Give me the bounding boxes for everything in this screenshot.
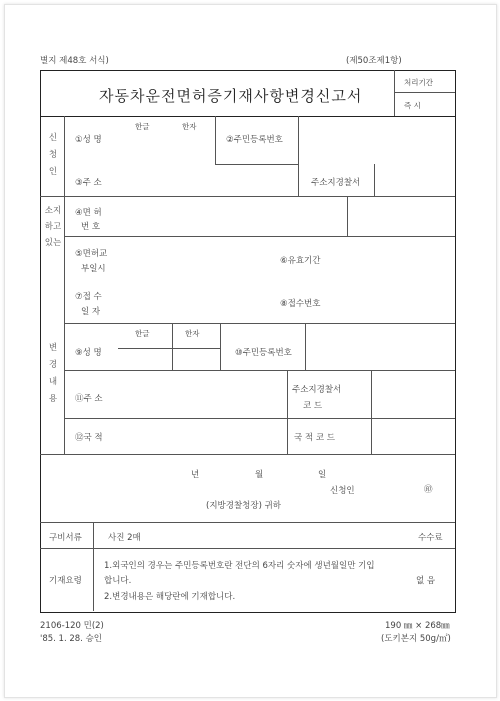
instruction-line-2: 합니다. bbox=[104, 576, 132, 586]
addressee: (지방경찰청장) 귀하 bbox=[206, 501, 282, 511]
date-day-label: 일 bbox=[318, 470, 327, 480]
changes-jurisdiction-label-line1: 주소지경찰서 bbox=[292, 385, 342, 395]
applicant-hangul-label: 한글 bbox=[135, 122, 150, 131]
paper-type: (도키본지 50g/㎡) bbox=[381, 634, 451, 644]
applicant-signature-label: 신청인 bbox=[330, 486, 355, 496]
processing-period-label: 처리기간 bbox=[404, 78, 433, 87]
fee-value: 없 음 bbox=[416, 576, 436, 586]
receipt-no-label: ⑧접수번호 bbox=[280, 299, 321, 309]
changes-address-label: ⑪주 소 bbox=[75, 394, 103, 404]
receipt-date-label-line1: ⑦접 수 bbox=[75, 292, 102, 302]
instruction-line-1: 1.외국인의 경우는 주민등록번호란 전단의 6자리 숫자에 생년월일만 기입 bbox=[104, 561, 375, 571]
issue-date-label-line2: 부일시 bbox=[81, 264, 106, 274]
changes-nationality-label: ⑫국 적 bbox=[75, 433, 103, 443]
license-no-label-line2: 번 호 bbox=[81, 222, 101, 232]
issue-date-label-line1: ⑤면허교 bbox=[75, 249, 108, 259]
applicant-hanja-label: 한자 bbox=[182, 122, 197, 131]
applicant-address-label: ③주 소 bbox=[75, 178, 102, 188]
paper-size: 190 ㎜ × 268㎜ bbox=[385, 621, 450, 631]
nationality-code-label: 국 적 코 드 bbox=[294, 433, 335, 443]
form-number: 별지 제48호 서식) bbox=[40, 56, 109, 66]
form-table bbox=[40, 70, 456, 613]
changes-jurisdiction-label-line2: 코 드 bbox=[303, 401, 323, 411]
changes-section-label: 변 경 내 용 bbox=[48, 343, 58, 404]
applicant-jurisdiction-label: 주소지경찰서 bbox=[311, 178, 361, 188]
form-code: 2106-120 민(2) bbox=[40, 621, 104, 631]
holder-section-label: 소지 하고 있는 bbox=[44, 206, 62, 248]
applicant-section-label: 신 청 인 bbox=[48, 133, 58, 177]
required-documents-label: 구비서류 bbox=[49, 533, 82, 543]
seal-mark: ㊞ bbox=[424, 485, 433, 495]
instruction-line-3: 2.변경내용은 해당란에 기재합니다. bbox=[104, 592, 236, 602]
receipt-date-label-line2: 일 자 bbox=[81, 307, 101, 317]
changes-resident-no-label: ⑩주민등록번호 bbox=[235, 348, 292, 358]
date-month-label: 월 bbox=[255, 470, 264, 480]
fee-label: 수수료 bbox=[418, 533, 443, 543]
applicant-name-label: ①성 명 bbox=[75, 135, 102, 145]
instructions-label: 기재요령 bbox=[49, 576, 82, 586]
approval-date: '85. 1. 28. 승인 bbox=[40, 634, 103, 644]
changes-hangul-label: 한글 bbox=[135, 329, 150, 338]
changes-hanja-label: 한자 bbox=[185, 329, 200, 338]
changes-name-label: ⑨성 명 bbox=[75, 348, 102, 358]
form-title: 자동차운전면허증기재사항변경신고서 bbox=[99, 87, 363, 105]
date-year-label: 년 bbox=[191, 470, 200, 480]
license-no-label-line1: ④면 허 bbox=[75, 208, 102, 218]
validity-label: ⑥유효기간 bbox=[280, 256, 321, 266]
applicant-resident-no-label: ②주민등록번호 bbox=[226, 135, 283, 145]
article-reference: (제50조제1항) bbox=[346, 56, 402, 66]
required-documents-value: 사진 2매 bbox=[108, 533, 141, 543]
processing-period-value: 즉 시 bbox=[404, 101, 421, 110]
